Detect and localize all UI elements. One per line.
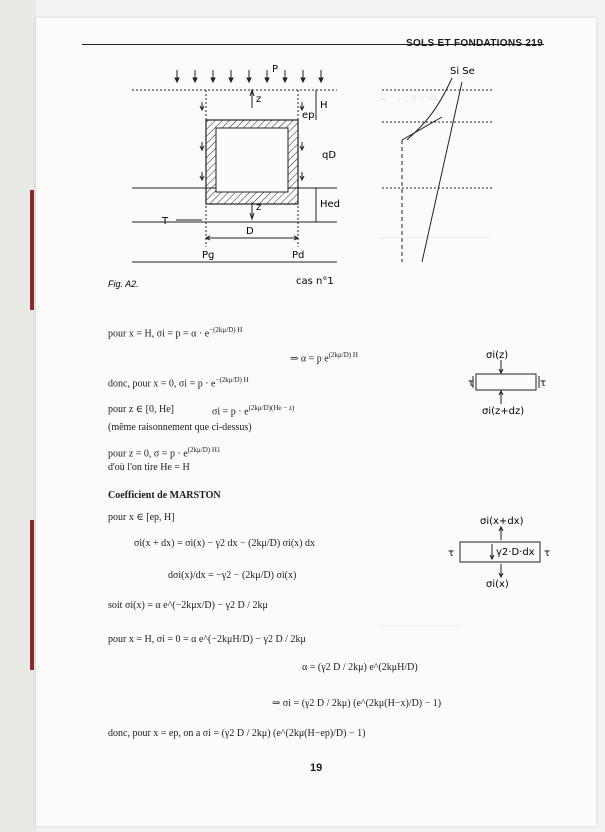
svg-text:τ: τ xyxy=(544,548,551,559)
label-Pd: Pd xyxy=(292,250,305,261)
label-P: P xyxy=(272,64,279,75)
show-through: Σ ·· ∫ ·· γ ·· dx xyxy=(380,92,438,103)
label-H: H xyxy=(320,100,328,111)
d1-top-label: σi(z) xyxy=(486,350,509,361)
d2-bottom-label: σi(x) xyxy=(486,579,509,590)
svg-text:τ: τ xyxy=(468,378,475,389)
binding-edge xyxy=(0,0,36,832)
d2-mid-label: γ2·D·dx xyxy=(496,547,535,558)
eq-line5: (même raisonnement que ci-dessus) xyxy=(108,422,252,433)
eq-1: σi(x + dx) = σi(x) − γ2 dx − (2kμ/D) σi(x) dx xyxy=(134,538,315,549)
eq-line4a: pour z ∈ [0, He] xyxy=(108,404,174,415)
eq-line7: d'où l'on tire He = H xyxy=(108,462,190,473)
show-through: ―――――――― xyxy=(380,620,460,631)
binding-mark xyxy=(30,190,34,310)
label-Hed: Hed xyxy=(320,199,341,210)
eq-6: ⇒ σi = (γ2 D / 2kμ) (e^(2kμ(H−x)/D) − 1) xyxy=(272,698,442,709)
d2-top-label: σi(x+dx) xyxy=(480,516,524,527)
running-title: SOLS ET FONDATIONS 219 xyxy=(406,38,543,49)
label-Pg: Pg xyxy=(202,250,215,261)
eq-line3: donc, pour x = 0, $\sigma i = p \cdot e^{-(2k\mu/D) H}$ xyxy=(108,376,249,390)
label-Ta: T xyxy=(162,216,169,227)
d1-bottom-label: σi(z+dz) xyxy=(482,406,525,417)
label-ep: ep xyxy=(302,110,315,121)
svg-text:τ: τ xyxy=(448,548,455,559)
eq-3: soit σi(x) = α e^(−2kμx/D) − γ2 D / 2kμ xyxy=(108,600,268,611)
svg-text:τ: τ xyxy=(540,378,547,389)
eq-line6: pour z = 0, $\sigma = p \cdot e^{(2k\mu/D) H1}$ xyxy=(108,446,221,460)
binding-mark xyxy=(30,520,34,670)
label-z: z xyxy=(256,94,262,105)
eq-2: dσi(x)/dx = −γ2 − (2kμ/D) σi(x) xyxy=(168,570,297,581)
label-qD: qD xyxy=(322,150,337,161)
show-through: ――――――――――― xyxy=(380,232,490,243)
element-diagram-x xyxy=(446,514,556,590)
eq-line4b: $\sigma i = p \cdot e^{(2k\mu/D)(He - z)}$ xyxy=(212,404,295,418)
load-arrows xyxy=(175,70,323,82)
eq-line2: ⇒ α = p $e^{(2k\mu/D) H}$ xyxy=(290,351,358,365)
section-title: Coefficient de MARSTON xyxy=(108,490,221,501)
element-diagram-z xyxy=(446,348,556,418)
eq-5: α = (γ2 D / 2kμ) e^(2kμH/D) xyxy=(302,662,418,673)
page-number: 19 xyxy=(310,762,323,774)
soil-foundation-figure xyxy=(108,62,492,292)
eq-7: donc, pour x = ep, on a σi = (γ2 D / 2kμ) (e^(2kμ(H−ep)/D) − 1) xyxy=(108,728,366,739)
eq-line8: pour x ∈ [ep, H] xyxy=(108,512,175,523)
svg-text:z: z xyxy=(256,202,262,213)
label-SiSe: Si Se xyxy=(450,66,475,77)
case-label: cas n°1 xyxy=(296,276,334,287)
figure-caption: Fig. A2. xyxy=(108,279,139,289)
eq-4: pour x = H, σi = 0 = α e^(−2kμH/D) − γ2 D / 2kμ xyxy=(108,634,306,645)
label-D: D xyxy=(246,226,254,237)
eq-line1: pour x = H, $\sigma i = p = \alpha \cdot e^{-(2k\mu/D) H}$ xyxy=(108,326,243,340)
